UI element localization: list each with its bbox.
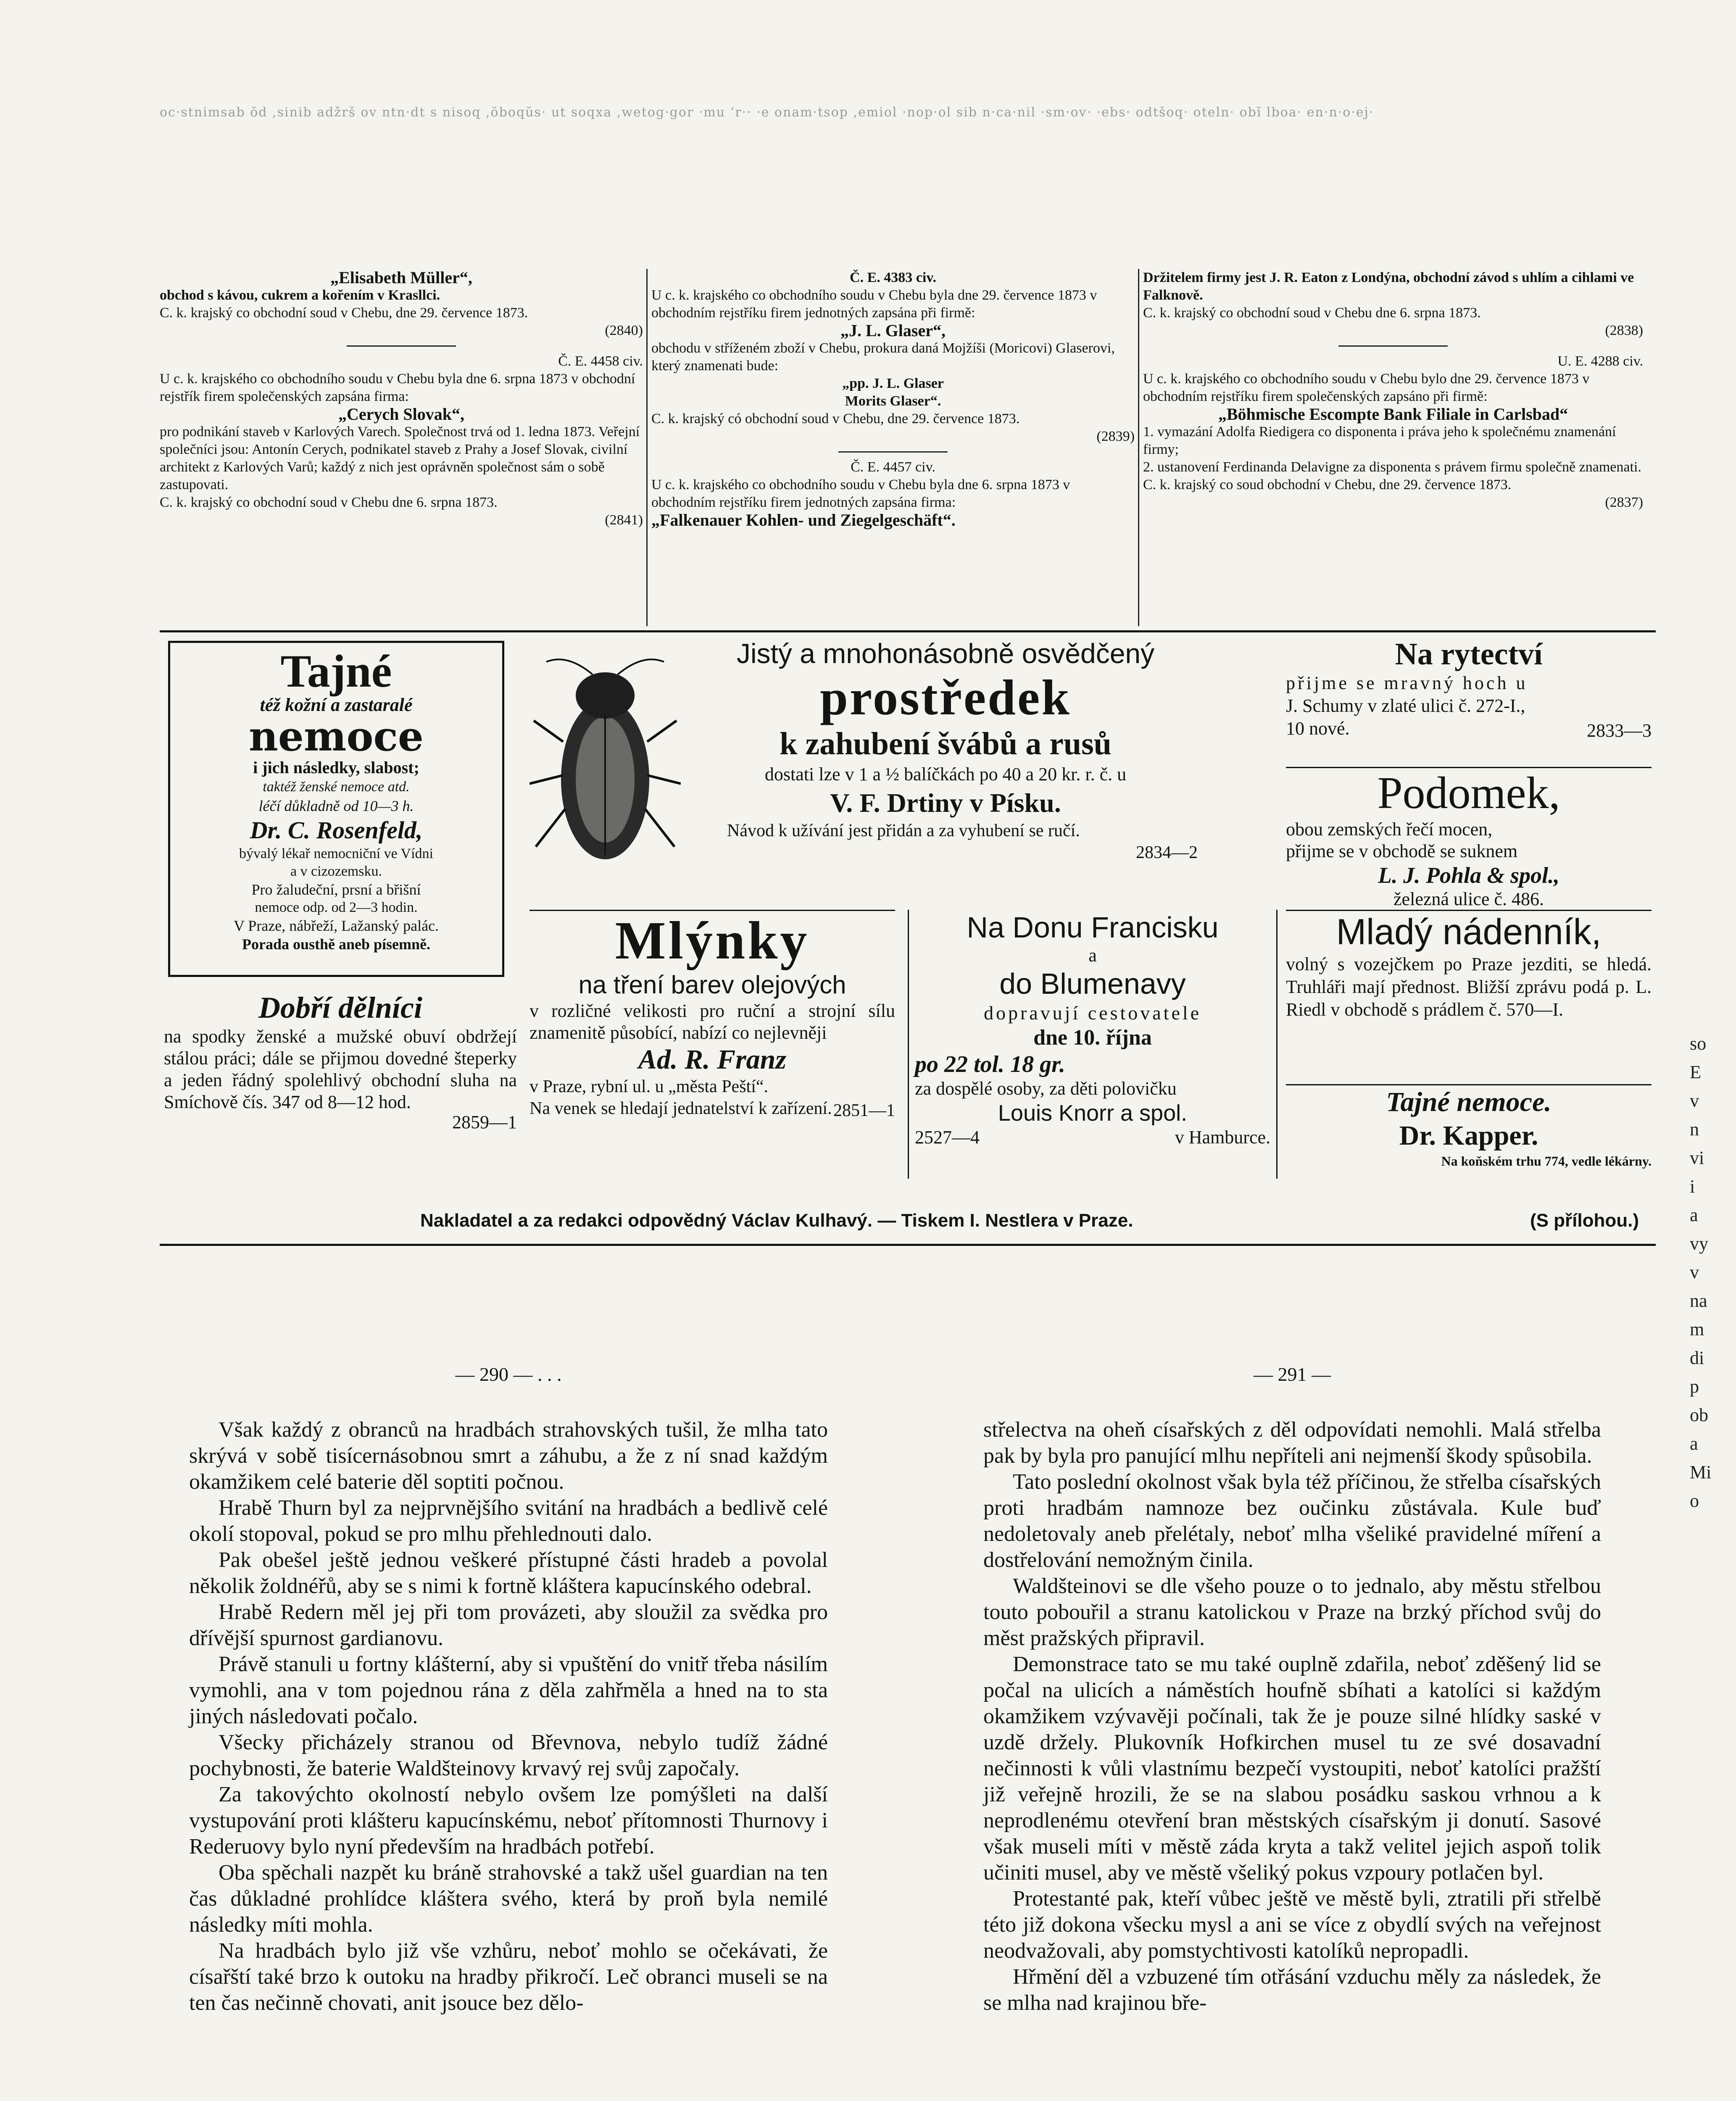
ad-line: dne 10. října <box>1033 1026 1152 1050</box>
ad-headline: Tajné <box>280 645 392 697</box>
ad-line: a <box>1088 945 1097 966</box>
book-paragraph: Oba spěchali nazpět ku bráně strahovské a takž ušel guardian na ten čas důkladné prohlídce kláštera svého, která by proň byla nemilé následky míti mohla. <box>189 1861 828 1937</box>
ad-line: Porada ousthě aneb písemně. <box>242 936 431 953</box>
notice-text: U c. k. krajského co obchodního soudu v Chebu byla dne 6. srpna 1873 v obchodní rejstřík firem společenských zapsána firma: <box>160 371 635 404</box>
ad-headline: Dobří dělníci <box>258 991 422 1024</box>
notice-text: U c. k. krajského co obchodního soudu v Chebu bylo dne 29. července 1873 v obchodním rejstříku firem společenských zapsáno při firmě: <box>1143 371 1590 404</box>
ad-seller: L. J. Pohla & spol., <box>1378 863 1560 888</box>
torn-top-strip: oc·stnimsab ŏd ,sinib adžrš ov ntn·dt s nisoq ,ŏboqŭs· ut soqxa ,wetog·gor ·mu ʻr·· ·e onam·tsop ,emiol ·nop·ol sib n·ca·nil ·sm·ov· ·ebs· odtšoq· oteln· obĭ lboa· en·n·o·ej· <box>160 105 1374 120</box>
notice-text: 2. ustanovení Ferdinanda Delavigne za disponenta s právem firmu společně znamenati. <box>1143 459 1641 475</box>
edge-fragment: n <box>1690 1119 1699 1140</box>
divider <box>838 451 948 453</box>
adjacent-page-edge <box>1690 1029 1736 2038</box>
book-paragraph: Hřmění děl a vzbuzené tím otřásání vzduchu měly za následek, že se mlha nad krajinou bře- <box>983 1965 1601 2015</box>
ad-line: v Hamburce. <box>1175 1127 1270 1148</box>
notice-title: „Elisabeth Müller“, <box>330 268 472 287</box>
notice-title: „Böhmische Escompte Bank Filiale in Carlsbad“ <box>1218 405 1568 424</box>
bottom-rule <box>160 1244 1656 1246</box>
ad-line: taktéž ženské nemoce atd. <box>263 779 410 795</box>
ad-line: dopravují cestovatele <box>983 1002 1202 1024</box>
ad-line: J. Schumy v zlaté ulici č. 272-I., <box>1286 695 1525 716</box>
notice-title: „Cerych Slovak“, <box>338 405 464 424</box>
book-paragraph: Na hradbách bylo již vše vzhůru, neboť mohlo se očekávati, že císařští také brzo k outoku na hradby přikročí. Leč obranci museli se na ten čas nečinně chovati, anit jsouce bez dělo- <box>189 1939 828 2015</box>
ad-number: 2834—2 <box>1136 843 1198 862</box>
ad-headline: Podomek, <box>1377 768 1560 818</box>
ad-drtina <box>517 637 1210 910</box>
imprint-footer <box>160 1210 1656 1235</box>
book-paragraph: Tato poslední okolnost však byla též příčinou, že střelba císařských proti hradbám namnoze bez oučinku zůstávala. Kule buď nedoletovaly aneb přelétaly, neboť mlha všeliké pravidelné míření a dostřelování nemožným činila. <box>983 1470 1601 1572</box>
ad-line: V Praze, nábřeží, Lažanský palác. <box>233 917 439 934</box>
edge-fragment: o <box>1690 1490 1699 1511</box>
book-paragraph: Hrabě Redern měl jej při tom provázeti, aby sloužil za svědka pro dřívější spurnost gardianovu. <box>189 1600 828 1650</box>
notice-court: C. k. krajský co obchodní soud v Chebu dne 6. srpna 1873. <box>160 495 498 510</box>
book-paragraph: Právě stanuli u fortny klášterní, aby si vpuštění do vnitř třeba násilím vymohli, ana v tom pojednou rána z děla zahřměla a hned na to sta jiných následovati počalo. <box>189 1652 828 1728</box>
notice-court: C. k. krajský có obchodní soud v Chebu, dne 29. července 1873. <box>651 411 1020 427</box>
notice-text: Držitelem firmy jest J. R. Eaton z Londýna, obchodní závod s uhlím a cihlami ve Falknově. <box>1143 270 1634 303</box>
ad-line: přijme se mravný hoch u <box>1286 673 1528 693</box>
ad-number: 2527—4 <box>915 1127 980 1148</box>
notice-column-3 <box>1143 269 1643 626</box>
column-rule <box>1138 269 1139 626</box>
ad-line: léčí důkladně od 10—3 h. <box>258 798 414 814</box>
ad-line: Na venek se hledají jednatelství k zařízení. <box>529 1099 832 1118</box>
ad-line: Pro žaludeční, prsní a břišní <box>251 881 421 898</box>
notice-number: (2841) <box>605 512 643 528</box>
notice-text: U c. k. krajského co obchodního soudu v Chebu byla dne 29. července 1873 v obchodním rejstříku firem jednotných zapsána při firmě: <box>651 287 1097 321</box>
column-rule <box>646 269 648 626</box>
ad-nadennik <box>1286 910 1652 1083</box>
notice-title: „J. L. Glaser“, <box>840 321 946 340</box>
ad-doctor-name: Dr. C. Rosenfeld, <box>250 816 423 844</box>
edge-fragment: E <box>1690 1062 1701 1082</box>
book-paragraph: Demonstrace tato se mu také ouplně zdařila, neboť zděšený lid se počal na ulicích a náměstích houfně sbíhati a katolíci si každým okamžikem vzývavěji počínali, tak že je pouze silné hlídky saské v uzdě držely. Plukovník Hofkirchen musel tu ze své dosavadní nečinnosti k vůli vlastnímu bezpečí vystoupiti, neboť katolíci pražští již veřejně hrozili, že se na slabou posádku saskou vrhnou a k neprodlenému otevření bran městských císařským ji donutí. Sasové však museli míti v městě záda kryta a takž velitel jejich aspoň tolik učiniti musel, aby ve městě všeliký pokus vzpoury potlačen byl. <box>983 1652 1601 1885</box>
notice-case: U. E. 4288 civ. <box>1557 353 1643 369</box>
notice-signature: Morits Glaser“. <box>845 393 941 409</box>
notice-number: (2839) <box>1096 429 1135 444</box>
notice-text: obchodu v stříženém zboží v Chebu, prokura daná Mojžíši (Moricovi) Glaserovi, který znamenati bude: <box>651 340 1115 374</box>
notice-text: U c. k. krajského co obchodního soudu v Chebu byla dne 6. srpna 1873 v obchodním rejstříku firem jednotných zapsána firma: <box>651 477 1070 510</box>
edge-fragment: Mi <box>1690 1462 1712 1482</box>
publisher-line: Nakladatel a za redakci odpovědný Václav Kulhavý. — Tiskem I. Nestlera v Praze. <box>420 1210 1133 1231</box>
ad-line: i jich následky, slabost; <box>253 758 419 777</box>
edge-fragment: m <box>1690 1319 1704 1340</box>
ad-number: 2859—1 <box>452 1112 517 1132</box>
ad-mlynky <box>529 910 895 1180</box>
ad-donu-francisku <box>908 910 1278 1179</box>
ad-line: v Praze, rybní ul. u „města Peští“. <box>529 1077 769 1096</box>
ad-seller: Ad. R. Franz <box>638 1044 787 1075</box>
ad-line: Návod k užívání jest přidán a za vyhubení se ručí. <box>727 821 1080 840</box>
ad-line: a v cizozemsku. <box>290 864 382 879</box>
book-paragraph: Pak obešel ještě jednou veškeré přístupné části hradeb a povolal několik žoldnéřů, aby se s nimi k fortně kláštera kapucínského odebral. <box>189 1548 828 1598</box>
ad-rytectvi <box>1286 637 1652 763</box>
ad-text: v rozličné velikosti pro ruční a strojní sílu znamenitě působící, nabízí co nejlevněji <box>529 1000 895 1043</box>
notice-columns <box>160 269 1656 626</box>
edge-fragment: so <box>1690 1033 1707 1054</box>
edge-fragment: di <box>1690 1348 1704 1368</box>
page-number: — 290 — . . . <box>455 1364 562 1385</box>
ad-line: po 22 tol. 18 gr. <box>915 1051 1065 1077</box>
notice-court: C. k. krajský co obchodní soud v Chebu, dne 29. července 1873. <box>160 305 528 321</box>
notice-number: (2838) <box>1605 323 1643 338</box>
ad-line: Jistý a mnohonásobně osvědčený <box>736 638 1155 669</box>
ad-subhead: též kožní a zastaralé <box>260 695 413 715</box>
notice-column-1 <box>160 269 643 626</box>
ad-line: za dospělé osoby, za děti polovičku <box>915 1078 1177 1099</box>
ad-line: přijme se v obchodě se suknem <box>1286 841 1518 861</box>
ad-text: na spodky ženské a mužské obuví obdržejí stálou práci; dále se přijmou dovedné šteperky a jeden řádný spolehlivý obchodní sluha na Smíchově čís. 347 od 8—12 hod. <box>164 1026 517 1112</box>
book-paragraph: střelectva na oheň císařských z děl odpovídati nemohli. Malá střelba pak by byla pro panující mlhu nepříteli ani nejmenší škody spůsobila. <box>983 1418 1601 1468</box>
edge-fragment: i <box>1690 1176 1695 1197</box>
ad-headline: Na rytectví <box>1395 637 1543 671</box>
divider <box>347 345 456 347</box>
notice-case: Č. E. 4458 civ. <box>558 353 643 369</box>
ad-headline: Mlýnky <box>615 911 810 970</box>
ad-seller: Louis Knorr a spol. <box>998 1101 1188 1126</box>
ad-headline: Na Donu Francisku <box>967 911 1219 944</box>
book-paragraph: Waldšteinovi se dle všeho pouze o to jednalo, aby městu střelbou touto pobouřil a stranu katolickou v Praze na brzký příchod svůj do měst pražských připravil. <box>983 1574 1601 1650</box>
notice-case: Č. E. 4383 civ. <box>850 270 936 285</box>
cockroach-icon <box>529 649 681 893</box>
ad-line: železná ulice č. 486. <box>1394 889 1544 907</box>
edge-fragment: v <box>1690 1262 1699 1282</box>
notice-court: C. k. krajský co soud obchodní v Chebu, dne 29. července 1873. <box>1143 477 1512 492</box>
edge-fragment: vy <box>1690 1233 1708 1254</box>
book-page-left <box>189 1361 828 2016</box>
ad-podomek <box>1286 767 1652 907</box>
page-number: — 291 — <box>1254 1364 1331 1385</box>
notice-text: obchod s kávou, cukrem a kořením v Krasllci. <box>160 287 440 303</box>
notice-case: Č. E. 4457 civ. <box>851 459 935 475</box>
book-paragraph: Všecky přicházely stranou od Břevnova, nebylo tudíž žádné pochybnosti, že baterie Waldšteinovy krvavý rej svůj započaly. <box>189 1730 828 1780</box>
edge-fragment: a <box>1690 1205 1698 1225</box>
advertisements <box>160 630 1656 1187</box>
notice-text: 1. vymazání Adolfa Riedigera co disponenta i práva jeho k společnému znamenání firmy; <box>1143 424 1616 457</box>
book-paragraph: Hrabě Thurn byl za nejprvnějšího svitání na hradbách a bedlivě celé okolí stopoval, pokud se pro mlhu přehlednouti dalo. <box>189 1496 828 1546</box>
edge-fragment: v <box>1690 1090 1699 1111</box>
ad-headline: nemoce <box>248 713 424 760</box>
notice-title: „Falkenauer Kohlen- und Ziegelgeschäft“. <box>651 511 956 529</box>
edge-fragment: a <box>1690 1433 1698 1454</box>
ad-line: dostati lze v 1 a ½ balíčkách po 40 a 20 kr. r. č. u <box>764 764 1127 785</box>
notice-column-2 <box>651 269 1135 626</box>
ad-headline: k zahubení švábů a rusů <box>780 726 1112 761</box>
notice-number: (2837) <box>1605 495 1643 510</box>
ad-number: 2833—3 <box>1587 720 1652 741</box>
ad-headline: prostředek <box>820 669 1071 725</box>
ad-line: bývalý lékař nemocniční ve Vídni <box>239 846 434 861</box>
ad-tajne-nemoce <box>168 641 504 977</box>
edge-fragment: ob <box>1690 1405 1708 1425</box>
ad-line: 10 nové. <box>1286 718 1350 739</box>
notice-number: (2840) <box>605 323 643 338</box>
ad-headline: Mladý nádenník, <box>1336 912 1602 952</box>
book-paragraph: Za takovýchto okolností nebylo ovšem lze pomýšleti na další vystupování proti klášteru kapucínskému, neboť přítomnosti Thurnovy i Rederuovy bylo nyní především na hradbách potřebí. <box>189 1782 828 1859</box>
divider <box>1338 345 1448 347</box>
edge-fragment: na <box>1690 1290 1707 1311</box>
notice-signature: „pp. J. L. Glaser <box>842 376 944 391</box>
supplement-note: (S přílohou.) <box>1530 1210 1639 1231</box>
ad-line: Na koňském trhu 774, vedle lékárny. <box>1441 1153 1652 1169</box>
notice-text: pro podnikání staveb v Karlových Varech. Společnost trvá od 1. ledna 1873. Veřejní společníci jsou: Antonín Cerych, podnikatel staveb z Prahy a Josef Slovak, civilní architekt z Karlových Varů; každý z nich jest oprávněn společnost sám o sobě zastupovati. <box>160 424 640 492</box>
ad-line: obou zemských řečí mocen, <box>1286 819 1493 840</box>
book-page-right <box>983 1361 1601 2016</box>
ad-seller: V. F. Drtiny v Písku. <box>830 788 1061 818</box>
edge-fragment: vi <box>1690 1148 1704 1168</box>
notice-court: C. k. krajský co obchodní soud v Chebu dne 6. srpna 1873. <box>1143 305 1481 321</box>
ad-subhead: na tření barev olejových <box>578 971 846 999</box>
edge-fragment: p <box>1690 1376 1699 1397</box>
ad-text: volný s vozejčkem po Praze jezditi, se hledá. Truhláři mají přednost. Bližší zprávu podá p. L. Riedl v obchodě s prádlem č. 570—I. <box>1286 954 1652 1020</box>
book-paragraph: Však každý z obranců na hradbách strahovských tušil, že mlha tato skrývá v sobě tisícernásobnou smrt a záhubu, a že z ní snad každým okamžikem celé baterie děl soptiti počnou. <box>189 1418 828 1494</box>
ad-doctor-name: Dr. Kapper. <box>1399 1120 1538 1151</box>
ad-kapper <box>1286 1084 1652 1182</box>
ad-delnici <box>164 990 517 1174</box>
ad-headline: Tajné nemoce. <box>1386 1087 1552 1117</box>
ad-headline: do Blumenavy <box>999 967 1186 1000</box>
book-paragraph: Protestanté pak, kteří vůbec ještě ve městě byli, ztratili při střelbě této již dokona všecku mysl a ani se více z obydlí svých na veřejnost neodvažovali, aby pomstychtivosti katolíků nepropadli. <box>983 1887 1601 1963</box>
ad-line: nemoce odp. od 2—3 hodin. <box>255 900 418 915</box>
ad-number: 2851—1 <box>833 1101 895 1120</box>
